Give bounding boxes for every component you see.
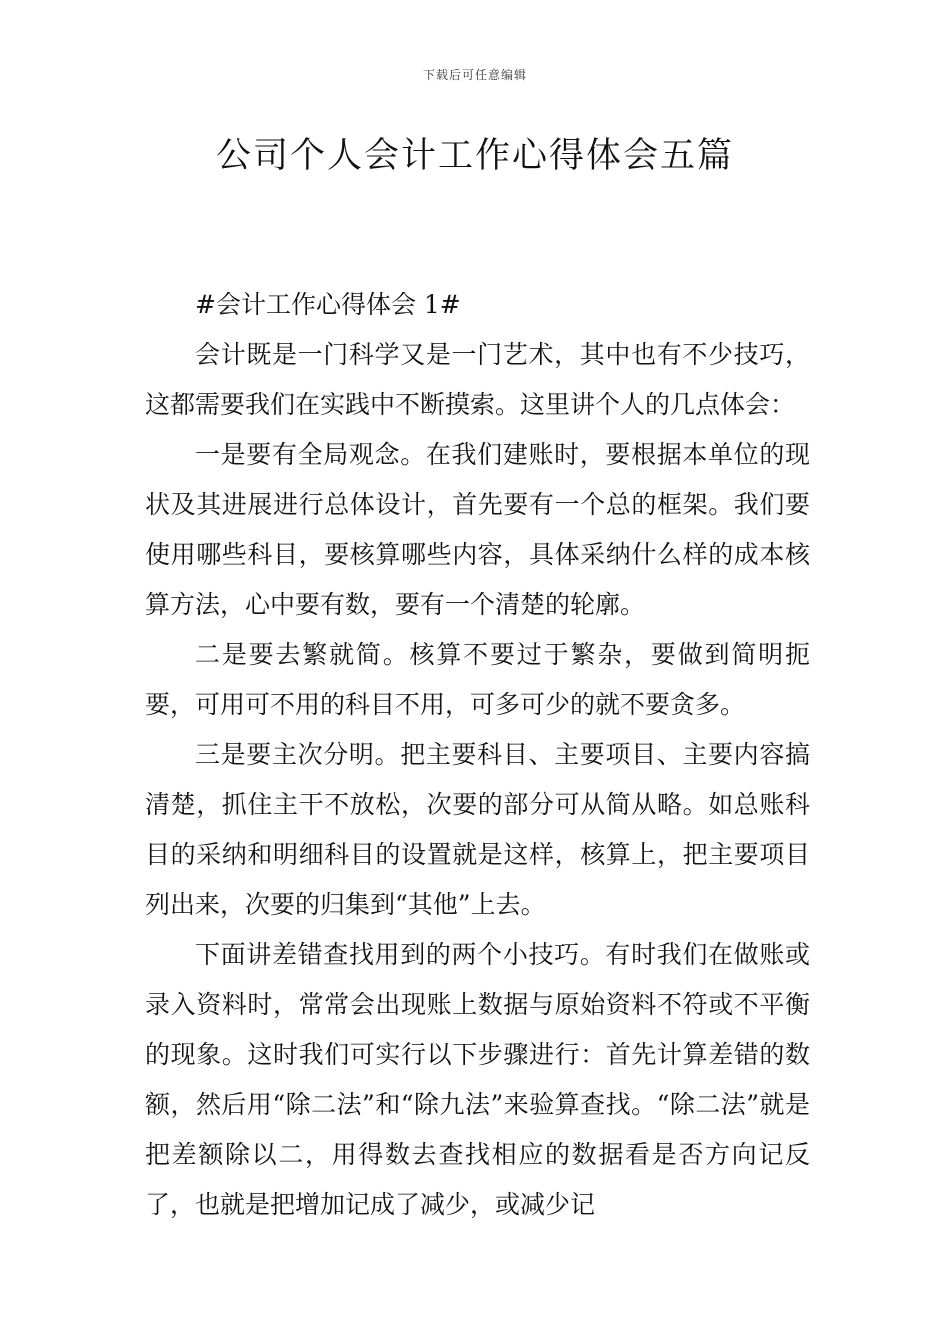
paragraph: 一是要有全局观念。在我们建账时，要根据本单位的现状及其进展进行总体设计，首先要有一个总的框架。我们要使用哪些科目，要核算哪些内容，具体采纳什么样的成本核算方法，心中要有数，要有一个清楚的轮廓。 <box>145 440 810 619</box>
section-heading: #会计工作心得体会 1# <box>195 290 461 319</box>
paragraph: 会计既是一门科学又是一门艺术，其中也有不少技巧，这都需要我们在实践中不断摸索。这里讲个人的几点体会： <box>145 340 810 419</box>
paragraph: 三是要主次分明。把主要科目、主要项目、主要内容搞清楚，抓住主干不放松，次要的部分可从简从略。如总账科目的采纳和明细科目的设置就是这样，核算上，把主要项目列出来，次要的归集到“其他”上去。 <box>145 740 810 919</box>
paragraph: 下面讲差错查找用到的两个小技巧。有时我们在做账或录入资料时，常常会出现账上数据与原始资料不符或不平衡的现象。这时我们可实行以下步骤进行：首先计算差错的数额，然后用“除二法”和“除九法”来验算查找。“除二法”就是把差额除以二，用得数去查找相应的数据看是否方向记反了，也就是把增加记成了减少，或减少记 <box>145 940 810 1219</box>
header-note: 下载后可任意编辑 <box>422 68 527 82</box>
document-title: 公司个人会计工作心得体会五篇 <box>215 136 734 176</box>
document-body <box>145 280 810 1230</box>
paragraph: 二是要去繁就简。核算不要过于繁杂，要做到简明扼要，可用可不用的科目不用，可多可少的就不要贪多。 <box>145 640 810 719</box>
